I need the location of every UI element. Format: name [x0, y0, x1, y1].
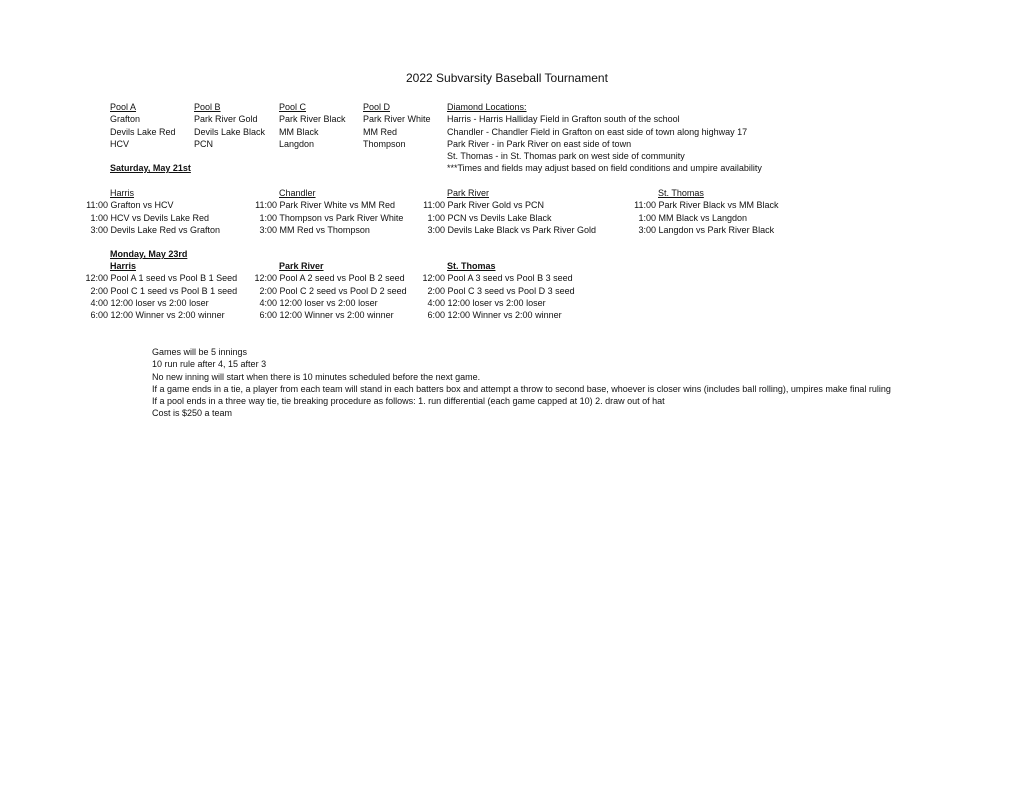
game-row [247, 212, 403, 224]
note-line: 10 run rule after 4, 15 after 3 [152, 359, 267, 370]
game-row [415, 309, 575, 321]
game-time: 1:00 [427, 212, 445, 223]
game-time: 12:00 [85, 273, 108, 284]
note-line: If a pool ends in a three way tie, tie breaking procedure as follows: 1. run differential (each game capped at 10) 2. draw out of hat [152, 396, 665, 407]
note-line: Games will be 5 innings [152, 347, 248, 357]
game-time: 11:00 [255, 200, 277, 211]
game-time: 2:00 [427, 285, 445, 296]
pool-header: Pool D [363, 102, 391, 112]
game-row [78, 272, 237, 284]
monday-label: Monday, May 23rd [110, 249, 188, 259]
diamond-line: Park River - in Park River on east side of town [447, 138, 632, 149]
game-matchup: Park River Black vs MM Black [658, 200, 779, 211]
game-time: 6:00 [259, 310, 277, 321]
game-time: 1:00 [90, 212, 108, 223]
saturday-field-park-river [415, 187, 596, 236]
game-matchup: Devils Lake Black vs Park River Gold [447, 224, 597, 235]
game-matchup: Devils Lake Red vs Grafton [110, 224, 221, 235]
game-time: 6:00 [427, 310, 445, 321]
game-matchup: Park River Gold vs PCN [447, 200, 545, 211]
game-time: 12:00 [422, 273, 445, 284]
game-row [247, 224, 403, 236]
pool-team: MM Red [363, 126, 398, 137]
saturday-field-harris [78, 187, 220, 236]
game-row [247, 309, 407, 321]
pool-team: Devils Lake Black [194, 126, 266, 137]
field-name: Chandler [279, 188, 316, 198]
game-row [78, 309, 237, 321]
pool-c [279, 101, 346, 150]
game-matchup: 12:00 Winner vs 2:00 winner [110, 310, 225, 321]
game-matchup: 12:00 loser vs 2:00 loser [110, 297, 209, 308]
game-row [78, 199, 220, 211]
game-matchup: HCV vs Devils Lake Red [110, 212, 210, 223]
game-row [415, 285, 575, 297]
game-matchup: Park River White vs MM Red [279, 200, 396, 211]
field-name: Harris [110, 188, 134, 198]
pool-team: Park River Black [279, 114, 346, 125]
game-matchup: Pool A 1 seed vs Pool B 1 Seed [110, 273, 238, 284]
game-row [247, 199, 403, 211]
game-row [78, 212, 220, 224]
game-time: 4:00 [427, 297, 445, 308]
diamond-line: ***Times and fields may adjust based on field conditions and umpire availability [447, 163, 762, 174]
game-row [78, 297, 237, 309]
game-matchup: Pool A 2 seed vs Pool B 2 seed [279, 273, 405, 284]
game-time: 3:00 [90, 224, 108, 235]
game-row [415, 224, 596, 236]
diamond-header: Diamond Locations: [447, 102, 527, 112]
game-time: 12:00 [254, 273, 277, 284]
field-name: Harris [110, 261, 137, 271]
game-time: 11:00 [634, 200, 656, 211]
diamond-locations [447, 101, 762, 175]
game-matchup: MM Red vs Thompson [279, 224, 370, 235]
field-name: Park River [279, 261, 324, 271]
pool-team: Grafton [110, 114, 141, 125]
game-time: 1:00 [259, 212, 277, 223]
field-name: St. Thomas [447, 261, 496, 271]
game-time: 11:00 [86, 200, 108, 211]
diamond-line: Harris - Harris Halliday Field in Grafton south of the school [447, 114, 680, 125]
game-time: 6:00 [90, 310, 108, 321]
game-matchup: Pool C 3 seed vs Pool D 3 seed [447, 285, 575, 296]
field-name: Park River [447, 188, 490, 198]
rules-notes [152, 346, 891, 420]
pool-team: Park River Gold [194, 114, 258, 125]
game-row [415, 297, 575, 309]
game-row [626, 199, 779, 211]
pool-team: HCV [110, 138, 130, 149]
pool-team: Langdon [279, 138, 315, 149]
field-name: St. Thomas [658, 188, 704, 198]
game-row [626, 212, 779, 224]
note-line: No new inning will start when there is 10 minutes scheduled before the next game. [152, 371, 481, 382]
game-row [247, 285, 407, 297]
game-time: 4:00 [259, 297, 277, 308]
saturday-field-chandler [247, 187, 403, 236]
monday-field-st-thomas [415, 260, 575, 321]
pool-team: MM Black [279, 126, 319, 137]
note-line: If a game ends in a tie, a player from each team will stand in each batters box and attempt a throw to second base, whoever is closer wins (includes ball rolling), umpires make final ruling [152, 383, 891, 394]
game-row [78, 224, 220, 236]
monday-field-harris [78, 260, 237, 321]
game-time: 11:00 [423, 200, 445, 211]
game-row [415, 212, 596, 224]
game-row [78, 285, 237, 297]
diamond-line: St. Thomas - in St. Thomas park on west side of community [447, 151, 685, 162]
game-row [626, 224, 779, 236]
pool-team: Park River White [363, 114, 431, 125]
game-time: 3:00 [427, 224, 445, 235]
game-time: 2:00 [259, 285, 277, 296]
diamond-line: Chandler - Chandler Field in Grafton on east side of town along highway 17 [447, 126, 748, 137]
pool-team: Devils Lake Red [110, 126, 176, 137]
page-title: 2022 Subvarsity Baseball Tournament [406, 71, 608, 85]
pool-header: Pool C [279, 102, 307, 112]
pool-header: Pool B [194, 102, 221, 112]
game-row [247, 272, 407, 284]
saturday-label: Saturday, May 21st [110, 163, 191, 173]
game-matchup: 12:00 loser vs 2:00 loser [447, 297, 546, 308]
game-matchup: Pool C 1 seed vs Pool B 1 seed [110, 285, 238, 296]
game-row [415, 272, 575, 284]
monday-field-park-river [247, 260, 407, 321]
game-matchup: Langdon vs Park River Black [658, 224, 775, 235]
game-matchup: Thompson vs Park River White [279, 212, 404, 223]
game-row [415, 199, 596, 211]
game-matchup: MM Black vs Langdon [658, 212, 748, 223]
pool-d [363, 101, 431, 150]
pool-team: PCN [194, 138, 214, 149]
note-line: Cost is $250 a team [152, 408, 233, 419]
game-matchup: Grafton vs HCV [110, 200, 174, 211]
game-matchup: 12:00 Winner vs 2:00 winner [447, 310, 562, 321]
pool-team: Thompson [363, 138, 406, 149]
game-time: 1:00 [638, 212, 656, 223]
saturday-field-st-thomas [626, 187, 779, 236]
game-matchup: Pool C 2 seed vs Pool D 2 seed [279, 285, 407, 296]
pool-b [194, 101, 265, 150]
game-time: 2:00 [90, 285, 108, 296]
pool-a [110, 101, 176, 150]
game-matchup: 12:00 Winner vs 2:00 winner [279, 310, 394, 321]
game-matchup: Pool A 3 seed vs Pool B 3 seed [447, 273, 573, 284]
pool-header: Pool A [110, 102, 137, 112]
game-matchup: PCN vs Devils Lake Black [447, 212, 552, 223]
game-time: 3:00 [259, 224, 277, 235]
game-time: 3:00 [638, 224, 656, 235]
game-row [247, 297, 407, 309]
game-matchup: 12:00 loser vs 2:00 loser [279, 297, 378, 308]
game-time: 4:00 [90, 297, 108, 308]
